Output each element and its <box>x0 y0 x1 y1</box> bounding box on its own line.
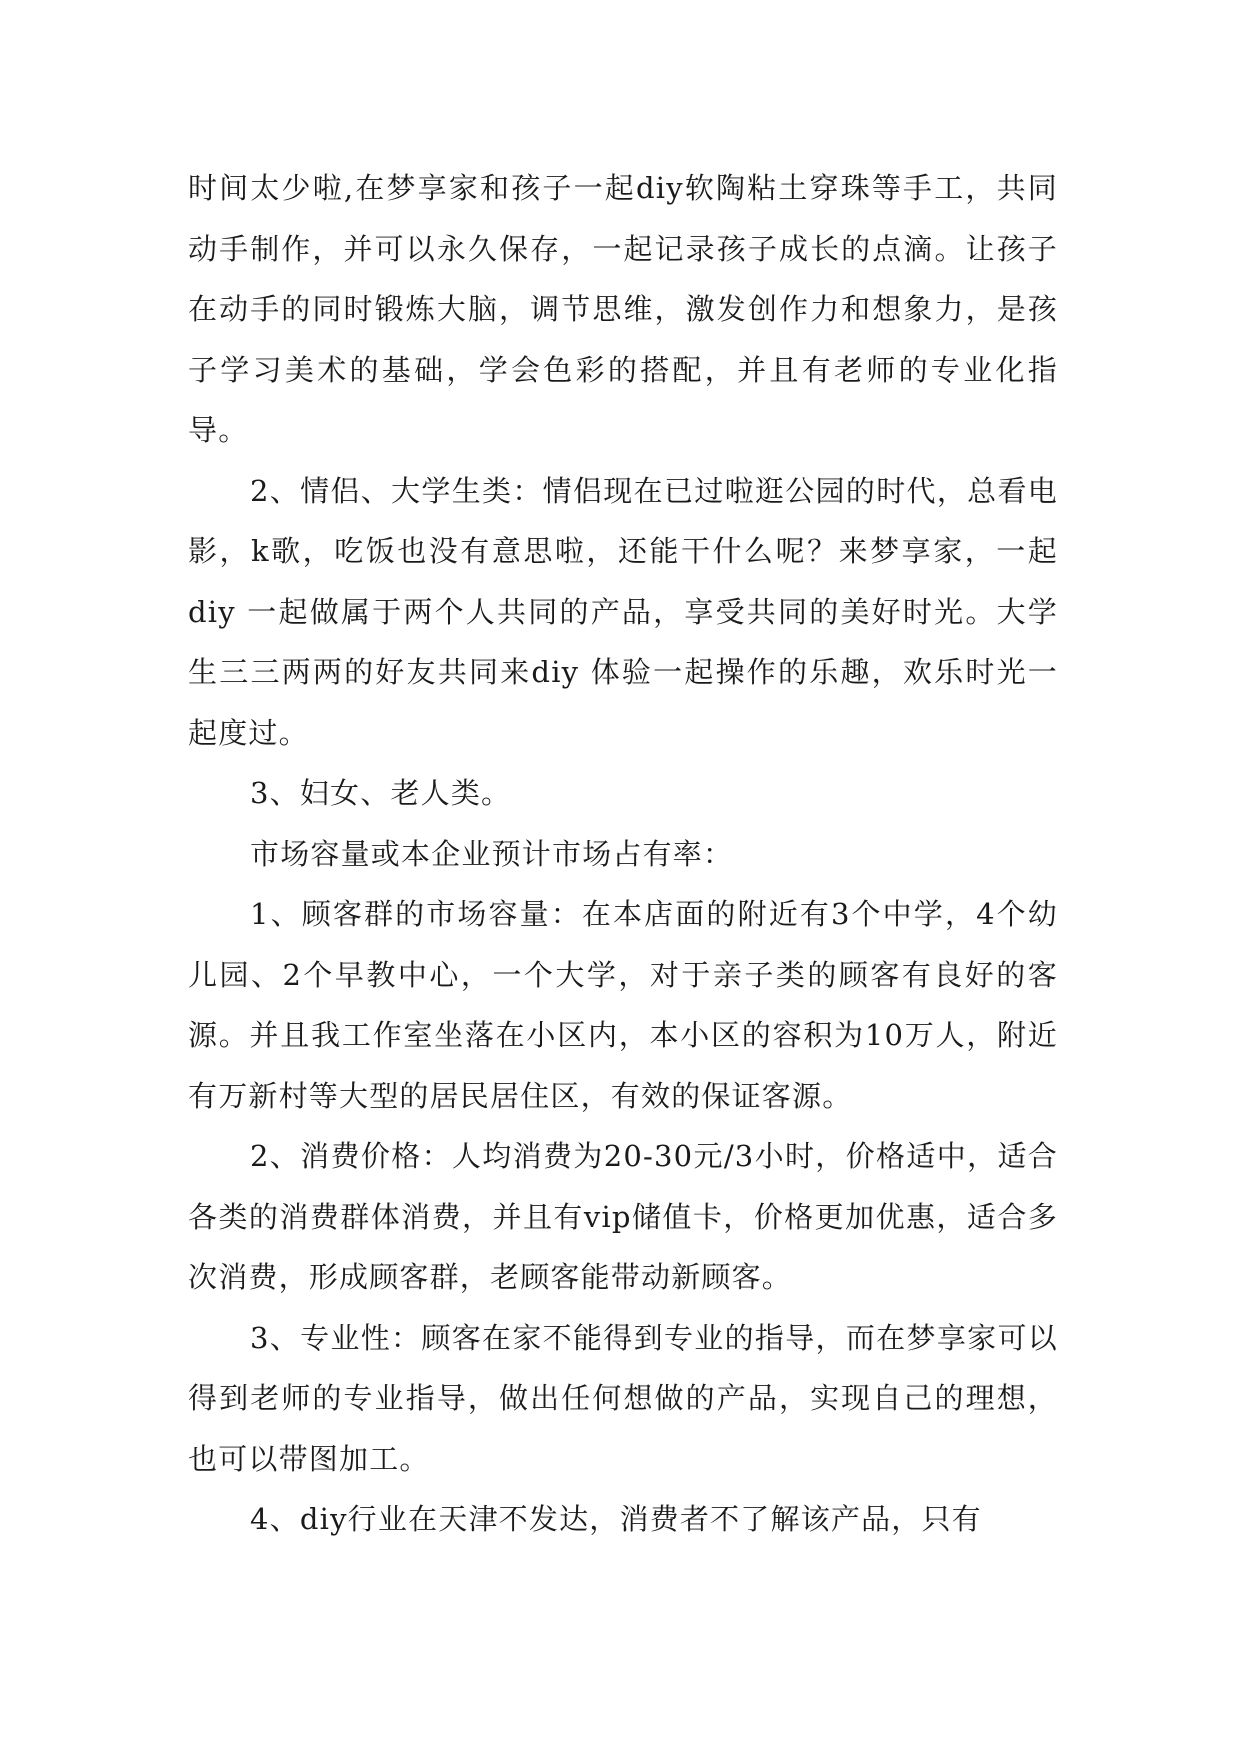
paragraph-professionalism: 3、专业性：顾客在家不能得到专业的指导，而在梦享家可以得到老师的专业指导，做出任何想做的产品，实现自己的理想，也可以带图加工。 <box>188 1320 1058 1476</box>
paragraph-customer-market-capacity: 1、顾客群的市场容量：在本店面的附近有3个中学，4个幼儿园、2个早教中心，一个大学，对于亲子类的顾客有良好的客源。并且我工作室坐落在小区内，本小区的容积为10万人，附近有万新村等大型的居民居住区，有效的保证客源。 <box>188 897 1058 1113</box>
document-body <box>188 158 1058 1550</box>
paragraph-couples-students: 2、情侣、大学生类：情侣现在已过啦逛公园的时代，总看电影，k歌，吃饭也没有意思啦，还能干什么呢？来梦享家，一起diy 一起做属于两个人共同的产品，享受共同的美好时光。大学生三三两两的好友共同来diy 体验一起操作的乐趣，欢乐时光一起度过。 <box>188 473 1058 750</box>
paragraph-diy-industry: 4、diy行业在天津不发达，消费者不了解该产品，只有 <box>250 1502 982 1536</box>
paragraph-market-capacity-heading: 市场容量或本企业预计市场占有率： <box>250 836 734 871</box>
paragraph-parent-child-activities: 时间太少啦,在梦享家和孩子一起diy软陶粘土穿珠等手工，共同动手制作，并可以永久保存，一起记录孩子成长的点滴。让孩子在动手的同时锻炼大脑，调节思维，激发创作力和想象力，是孩子学习美术的基础，学会色彩的搭配，并且有老师的专业化指导。 <box>188 171 1058 447</box>
paragraph-women-elderly: 3、妇女、老人类。 <box>250 776 512 810</box>
paragraph-consumption-price: 2、消费价格：人均消费为20-30元/3小时，价格适中，适合各类的消费群体消费，并且有vip储值卡，价格更加优惠，适合多次消费，形成顾客群，老顾客能带动新顾客。 <box>188 1139 1058 1294</box>
